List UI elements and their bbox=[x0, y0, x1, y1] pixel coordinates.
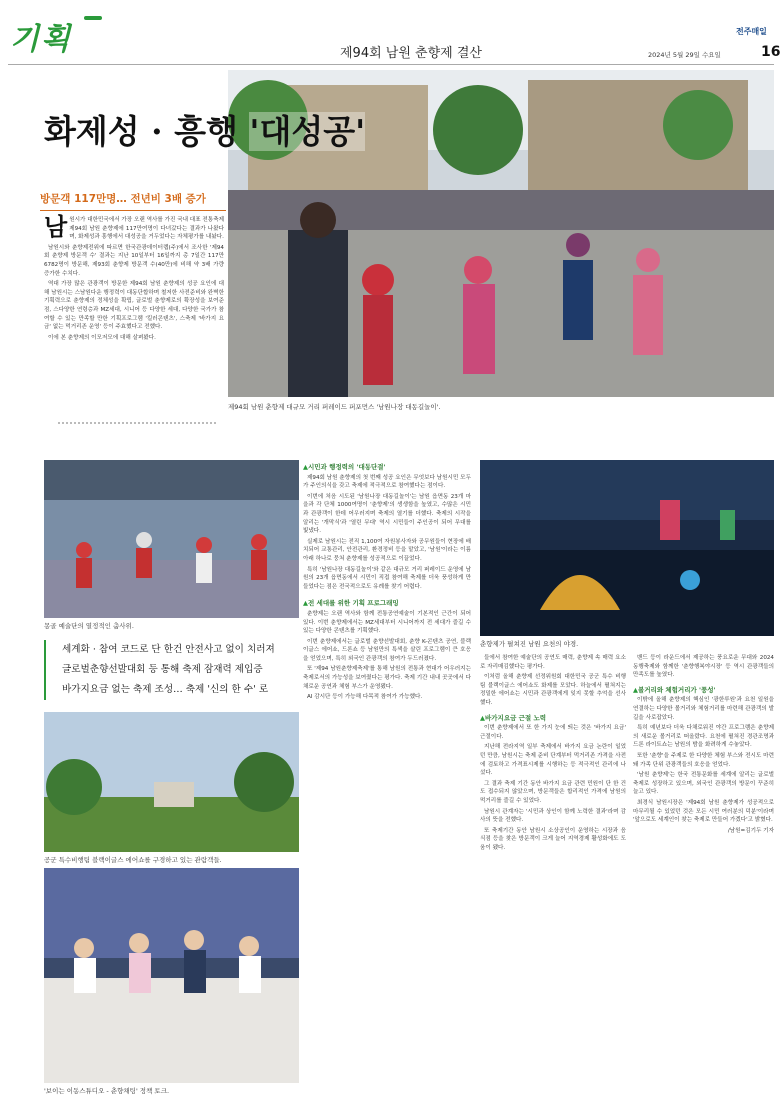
headline-highlight: '대성공' bbox=[249, 112, 366, 151]
caption-parade: 제94회 남원 춘향제 대규모 거리 퍼레이드 퍼포먼스 '남원나장 대동길놀이'. bbox=[228, 403, 441, 411]
caption-talk: '보이는 이동스튜디오 - 춘향채팅' 정책 토크. bbox=[44, 1087, 170, 1095]
pull-quote-line2: 글로벌춘향선발대회 등 통해 축제 잠재력 제입증 bbox=[62, 664, 263, 675]
col3-p7: 또 축제기간 동안 남원시 소상공인이 운영하는 시장과 음식점 등을 찾은 방문객이 크게 늘어 지역경제 활성화에도 도움이 됐다. bbox=[480, 827, 626, 851]
col2-p2: 이번에 처음 시도된 '남원나장 대동길놀이'는 남원 읍면동 23개 마을과 각 단체 1000여명이 '춘향제'의 생생함을 높였고, 수많은 시민과 관광객이 한데 어우러지며 축제의 열기를 더했다. 축제의 시작을 알리는 '개막식'과 '열린 무대' 역시 시민들이 주인공이 되어 무대를 빛냈다. bbox=[303, 493, 471, 535]
col3-p4: 지난해 전라지역 일부 축제에서 바가지 요금 논란이 일었던 만큼, 남원시는 축제 준비 단계부터 먹거리존 가격을 사전에 검토하고 가격표시제를 시행하는 등 적극적인 관리에 나섰다. bbox=[480, 744, 626, 777]
col2-p3: 실제로 남원시는 전직 1,100여 자원봉사자와 공무원들이 현장에 배치되어 교통관리, 안전관리, 환경정비 등을 맡았고, '남원'이라는 이름 아래 하나로 뭉쳐 춘향제를 성공적으로 이끌었다. bbox=[303, 538, 471, 562]
col2-p8: AI 감시단 등이 가능해 다목적 참여가 가능했다. bbox=[307, 694, 423, 701]
article-column-3 bbox=[480, 654, 626, 1108]
pull-quote-line1: 세계화 · 참여 코드로 단 한건 안전사고 없이 치러져 bbox=[62, 644, 275, 655]
section-logo-accent bbox=[84, 16, 102, 20]
col4-p4: 또한 '춘향'을 주제로 한 다양한 체험 부스와 전시도 마련돼 가족 단위 관광객들의 호응을 얻었다. bbox=[633, 752, 774, 768]
headline-subtitle: 방문객 117만명… 전년비 3배 증가 bbox=[40, 193, 206, 205]
col3-p1: 들에서 참여한 예술단의 공연도 매력, 춘향제 속 매력 요소로 자리매김했다는 평가다. bbox=[480, 655, 626, 670]
section-logo: 기획 bbox=[10, 22, 72, 57]
col4-p3: 특히 예년보다 더욱 다채로워진 야간 프로그램은 춘향제의 새로운 볼거리로 떠올랐다. 요천에 펼쳐진 경관조명과 드론 라이트쇼는 남원의 밤을 화려하게 수놓았다. bbox=[633, 725, 774, 749]
article-column-4 bbox=[633, 654, 774, 1108]
lead-p4: 이에 본 춘향제의 이모저모에 대해 살펴봤다. bbox=[48, 334, 156, 341]
headline-text: 화제성 · 흥행 bbox=[44, 112, 250, 151]
header-rule bbox=[8, 64, 774, 65]
col3-p5: 그 결과 축제 기간 동안 바가지 요금 관련 민원이 단 한 건도 접수되지 않았으며, 방문객들은 합리적인 가격에 남원의 먹거리를 즐길 수 있었다. bbox=[480, 780, 626, 804]
col2-p1: 제94회 남원 춘향제의 첫 번째 성공 요인은 무엇보다 남원시민 모두가 주인의식을 갖고 축제에 적극적으로 참여했다는 점이다. bbox=[303, 474, 471, 490]
subtitle-rule bbox=[40, 210, 226, 211]
col2-p7: 또 '제94 남원춘향제축제'를 통해 남원의 전통과 현대가 어우러지는 축제로서의 가능성을 보여줬다는 평가다. 축제 기간 내내 곳곳에서 다채로운 공연과 체험 부스가 운영됐다. bbox=[303, 666, 471, 690]
caption-stage: 몽골 예술단의 열정적인 춤사위. bbox=[44, 622, 134, 630]
night-photo bbox=[480, 460, 774, 636]
subhead-programs: ▲전 세대를 위한 기획 프로그래밍 bbox=[303, 599, 399, 608]
lead-p3: 역대 가장 많은 관광객이 방문한 제94회 남원 춘향제의 성공 요인에 대해 남원시는 스남원다운 행정력이 대동단합하며 철저한 사전준비와 완벽한 기획력으로 춘향제의 정체성을 확립, 글로벌 춘향제로의 확장성을 보여준 점, 스다양한 연령층과 MZ세대, 시니어 등 다양한 세대, 다양한 국가가 참여할 수 있는 만족할 만한 기획프로그램 '킬러콘텐츠', 스축제 '바가지 요금' 없는 먹거리존 운영' 등이 주효했다고 전했다. bbox=[44, 281, 224, 331]
col4-p1: 밴드 등이 라운드에서 제공하는 풍요로운 무대와 2024 동행축제와 함께한 '춘향행복야시장' 등 역시 관광객들의 만족도를 높였다. bbox=[633, 655, 774, 679]
pull-quote bbox=[44, 640, 314, 700]
lead-dropcap: 남 bbox=[44, 212, 68, 241]
subhead-attractions: ▲볼거리와 체험거리가 '풍성' bbox=[633, 685, 716, 694]
col4-p6: 최경식 남원시장은 '제94회 남원 춘향제가 성공적으로 마무리될 수 있었던 것은 모든 시민 여러분의 덕분'이라며 '앞으로도 세계인이 찾는 축제로 만들어 가겠다'고 밝혔다. bbox=[633, 799, 774, 824]
caption-park: 공군 특수비행팀 블랙이글스 에어쇼를 구경하고 있는 관람객들. bbox=[44, 856, 222, 864]
col4-p5: '남원 춘향제'는 한국 전통문화를 세계에 알리는 글로벌 축제로 성장하고 있으며, 외국인 관광객의 방문이 꾸준히 늘고 있다. bbox=[633, 772, 774, 796]
col4-p2: 이밖에 올해 춘향제의 핵심인 '광한루원'과 요천 일원을 연결하는 다양한 볼거리와 체험거리를 마련해 관광객의 발길을 사로잡았다. bbox=[633, 697, 774, 721]
article-column-2 bbox=[303, 460, 471, 1108]
page-title: 제94회 남원 춘향제 결산 bbox=[340, 46, 482, 61]
lead-p2: 남원시와 춘향제전위에 따르면 한국관광데이터랩(주)에서 조사한 '제94회 춘향제 방문객 수' 결과는 지난 10일부터 16일까지 총 7일간 117만6782명이 방문해, 제93회 춘향제 방문객 수(40만)에 비해 약 3배 가량 증가한 수치다. bbox=[44, 244, 224, 277]
stage-photo bbox=[44, 460, 299, 618]
subhead-price: ▲바가지요금 근절 노력 bbox=[480, 713, 547, 722]
lead-article bbox=[44, 212, 224, 344]
col2-p5: 춘향제는 오랜 역사와 함께 전통공연예술이 기본적인 근간이 되어 있다. 이번 춘향제에서는 MZ세대부터 시니어까지 전 세대가 즐길 수 있는 다양한 콘텐츠를 기획했다. bbox=[303, 610, 471, 635]
col3-p3: 이번 춘향제에서 또 한 가지 눈에 띄는 것은 '바가지 요금' 근절이다. bbox=[480, 725, 626, 740]
col3-p2: 이처럼 올해 춘향제 선정위원회 대한민국 공군 특수 비행팀 블랙이글스 에어쇼도 화제를 모았다. 하늘에서 펼쳐지는 정밀한 에어쇼는 시민과 관광객에게 잊지 못할 추억을 선사했다. bbox=[480, 674, 626, 706]
lead-first-para: 원시가 대한민국에서 가장 오랜 역사를 가진 국내 대표 전통축제 제94회 남원 춘향제에 117만여명이 다녀갔다는 결과가 나왔다며, 화제성과 흥행에서 대성공을 거두었다는 자체평가를 내놨다. bbox=[69, 217, 224, 241]
col3-p6: 남원시 관계자는 '시민과 상인이 함께 노력한 결과'라며 감사의 뜻을 전했다. bbox=[480, 808, 626, 824]
main-headline bbox=[44, 106, 365, 153]
col2-p6: 이번 춘향제에서는 글로벌 춘향선발대회, 춘향 K-콘텐츠 공연, 블랙이글스 에어쇼, 드론쇼 등 남원만의 특색을 살린 프로그램이 큰 호응을 얻었으며, 특히 외국인 관광객의 참여가 두드러졌다. bbox=[303, 638, 471, 662]
col2-p4: 특히 '남원나장 대동길놀이'와 같은 대규모 거리 퍼레이드 운영에 남원의 23개 읍면동에서 시민이 직접 참여해 축제를 더욱 풍성하게 만들었다는 점은 전국적으로도 유례를 찾기 어렵다. bbox=[303, 566, 471, 590]
pull-quote-line3: 바가지요금 없는 축제 조성… 축제 '신의 한 수' 로 bbox=[62, 684, 269, 695]
paper-name: 전주매일 bbox=[736, 27, 767, 36]
byline: /남원=김기두 기자 bbox=[727, 827, 774, 834]
park-photo bbox=[44, 712, 299, 852]
dotted-divider bbox=[58, 422, 216, 424]
subhead-citizens: ▲시민과 행정력의 '대동단결' bbox=[303, 463, 386, 471]
caption-night: 춘향제가 펼쳐진 남원 요천의 야경. bbox=[480, 640, 579, 648]
page-number: 16 bbox=[761, 44, 781, 60]
talk-photo bbox=[44, 868, 299, 1083]
issue-date: 2024년 5월 29일 수요일 bbox=[648, 51, 721, 59]
